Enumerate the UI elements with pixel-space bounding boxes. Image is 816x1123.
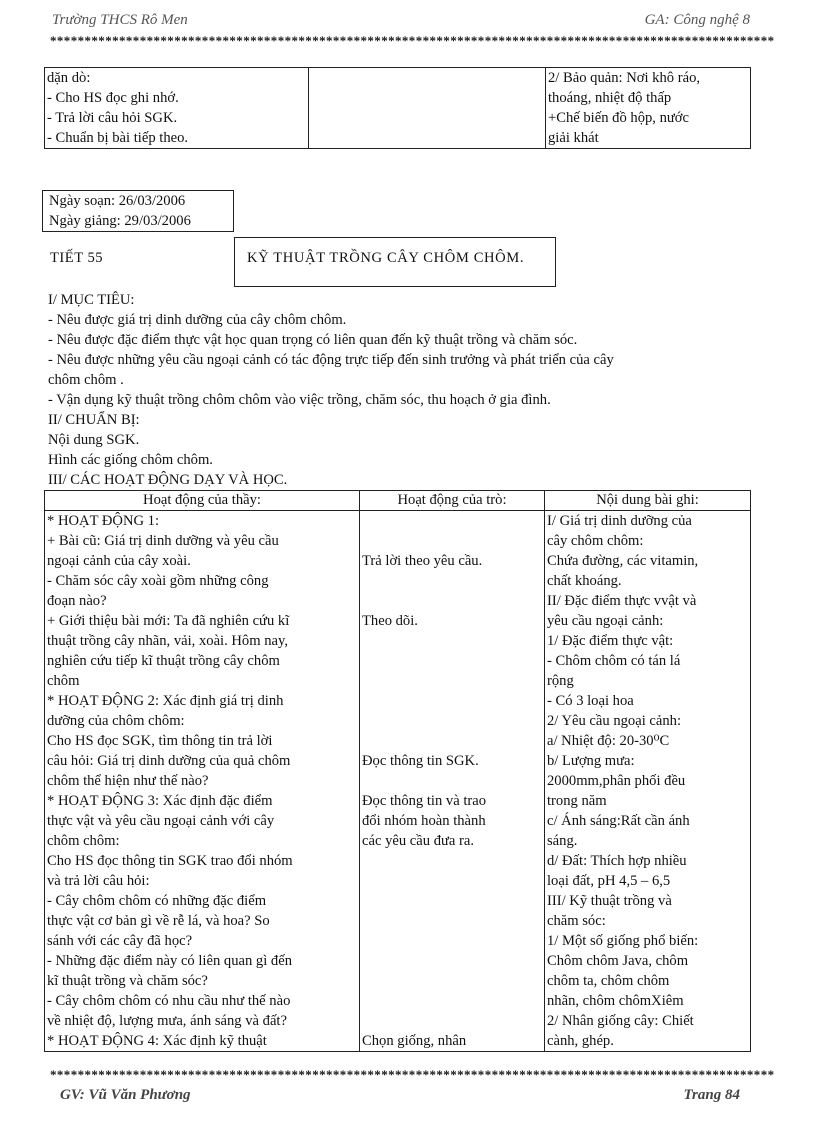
text-line: b/ Lượng mưa:	[547, 753, 635, 769]
text-line: Chứa đường, các vitamin,	[547, 553, 699, 569]
text-line: Nội dung SGK.	[48, 432, 140, 448]
activities-header-row	[45, 491, 751, 511]
top-table-col1	[45, 68, 309, 149]
text-line: chôm	[47, 673, 80, 689]
text-line: - Chuẩn bị bài tiếp theo.	[47, 130, 189, 146]
text-line: * HOẠT ĐỘNG 1:	[47, 513, 160, 529]
text-line: - Chăm sóc cây xoài gồm những công	[47, 573, 269, 589]
text-line: thực vật cơ bản gì về rễ lá, và hoa? So	[47, 913, 270, 929]
lesson-title: KỸ THUẬT TRỒNG CÂY CHÔM CHÔM.	[247, 250, 525, 266]
text-line: chôm chôm .	[48, 372, 124, 388]
top-table-col3	[546, 68, 751, 149]
text-line: c/ Ánh sáng:Rất cần ánh	[547, 813, 690, 829]
text-line: 2/ Bảo quản: Nơi khô ráo,	[548, 70, 701, 86]
text-line: 2/ Nhân giống cây: Chiết	[547, 1013, 694, 1029]
date-giang: Ngày giảng: 29/03/2006	[49, 213, 191, 229]
text-line: - Nêu được những yêu cầu ngoại cảnh có tác động trực tiếp đến sinh trưởng và phát triển của cây	[48, 352, 614, 368]
text-line: chôm ta, chôm chôm	[547, 973, 670, 989]
text-line: về nhiệt độ, lượng mưa, ánh sáng và đất?	[47, 1013, 287, 1029]
text-line: câu hỏi: Giá trị dinh dưỡng của quả chôm	[47, 753, 291, 769]
text-line: và trả lời câu hỏi:	[47, 873, 150, 889]
text-line	[362, 991, 542, 1011]
text-line: cây chôm chôm:	[547, 533, 644, 549]
text-line: dặn dò:	[47, 70, 91, 86]
text-line: ngoại cảnh của cây xoài.	[47, 553, 191, 569]
text-line: 1/ Một số giống phổ biến:	[547, 933, 699, 949]
text-line: - Nêu được giá trị dinh dưỡng của cây chôm chôm.	[48, 312, 347, 328]
text-line: loại đất, pH 4,5 – 6,5	[547, 873, 671, 889]
activities-table	[44, 490, 751, 1052]
text-line	[362, 931, 542, 951]
lesson-number: TIẾT 55	[50, 250, 104, 266]
text-line	[362, 691, 542, 711]
top-table	[44, 67, 751, 149]
text-line: - Cho HS đọc ghi nhớ.	[47, 90, 179, 106]
header-notes: Nội dung bài ghi:	[545, 491, 751, 511]
text-line	[362, 951, 542, 971]
header-subject: GA: Công nghệ 8	[644, 12, 750, 28]
lesson-notes	[545, 511, 751, 1052]
text-line: thuật trồng cây nhãn, vải, xoài. Hôm nay,	[47, 633, 289, 649]
text-line	[362, 571, 542, 591]
text-line: d/ Đất: Thích hợp nhiều	[547, 853, 687, 869]
text-line: chăm sóc:	[547, 913, 606, 929]
text-line: cành, ghép.	[547, 1033, 614, 1049]
text-line: - Cây chôm chôm có nhu cầu như thế nào	[47, 993, 291, 1009]
text-line: 1/ Đặc điểm thực vật:	[547, 633, 674, 649]
lesson-body	[48, 290, 614, 490]
text-line: Đọc thông tin SGK.	[362, 753, 479, 769]
text-line: yêu cầu ngoại cảnh:	[547, 613, 664, 629]
text-line: * HOẠT ĐỘNG 2: Xác định giá trị dinh	[47, 693, 284, 709]
text-line: + Giới thiệu bài mới: Ta đã nghiên cứu kĩ	[47, 613, 290, 629]
text-line: dưỡng của chôm chôm:	[47, 713, 185, 729]
text-line	[362, 731, 542, 751]
text-line: - Chôm chôm có tán lá	[547, 653, 681, 669]
text-line: I/ Giá trị dinh dưỡng của	[547, 513, 692, 529]
text-line	[362, 871, 542, 891]
text-line: giải khát	[548, 130, 599, 146]
text-line: Cho HS đọc thông tin SGK trao đổi nhóm	[47, 853, 293, 869]
text-line: * HOẠT ĐỘNG 4: Xác định kỹ thuật	[47, 1033, 267, 1049]
text-line	[362, 891, 542, 911]
text-line	[362, 631, 542, 651]
top-table-col2	[309, 68, 546, 149]
footer-page: Trang 84	[683, 1087, 740, 1103]
footer-teacher: GV: Vũ Văn Phương	[60, 1087, 191, 1103]
text-line: đổi nhóm hoàn thành	[362, 813, 486, 829]
text-line: II/ CHUẨN BỊ:	[48, 412, 140, 428]
text-line: 2/ Yêu cầu ngoại cảnh:	[547, 713, 681, 729]
header-teacher: Hoạt động của thầy:	[45, 491, 360, 511]
text-line: chôm thể hiện như thế nào?	[47, 773, 209, 789]
text-line: III/ CÁC HOẠT ĐỘNG DẠY VÀ HỌC.	[48, 472, 288, 488]
text-line	[362, 911, 542, 931]
text-line: nhãn, chôm chômXiêm	[547, 993, 684, 1009]
header-school: Trường THCS Rô Men	[52, 12, 188, 28]
text-line: thoáng, nhiệt độ thấp	[548, 90, 672, 106]
text-line: - Vận dụng kỹ thuật trồng chôm chôm vào việc trồng, chăm sóc, thu hoạch ở gia đình.	[48, 392, 551, 408]
teacher-activities	[45, 511, 360, 1052]
date-soan: Ngày soạn: 26/03/2006	[49, 193, 186, 209]
text-line: thực vật và yêu cầu ngoại cảnh với cây	[47, 813, 275, 829]
text-line	[362, 851, 542, 871]
header-divider: *********************************************************************************************************	[50, 34, 774, 48]
text-line: - Cây chôm chôm có những đặc điểm	[47, 893, 267, 909]
header-student: Hoạt động của trò:	[360, 491, 545, 511]
text-line	[362, 511, 542, 531]
text-line: * HOẠT ĐỘNG 3: Xác định đặc điểm	[47, 793, 273, 809]
text-line: II/ Đặc điểm thực vvật và	[547, 593, 697, 609]
text-line: Chọn giống, nhân	[362, 1033, 467, 1049]
lesson-title-box	[234, 237, 556, 287]
text-line	[362, 591, 542, 611]
text-line: - Trả lời câu hỏi SGK.	[47, 110, 178, 126]
text-line	[362, 651, 542, 671]
text-line: các yêu cầu đưa ra.	[362, 833, 475, 849]
text-line: I/ MỤC TIÊU:	[48, 292, 135, 308]
text-line: - Nêu được đặc điểm thực vật học quan trọng có liên quan đến kỹ thuật trồng và chăm sóc.	[48, 332, 578, 348]
text-line: kĩ thuật trồng và chăm sóc?	[47, 973, 208, 989]
text-line: chất khoáng.	[547, 573, 622, 589]
text-line: +Chế biến đồ hộp, nước	[548, 110, 689, 126]
text-line: III/ Kỹ thuật trồng và	[547, 893, 672, 909]
text-line: Đọc thông tin và trao	[362, 793, 487, 809]
text-line: Chôm chôm Java, chôm	[547, 953, 689, 969]
text-line: chôm chôm:	[47, 833, 120, 849]
activities-body-row	[45, 511, 751, 1052]
text-line	[362, 771, 542, 791]
text-line: đoạn nào?	[47, 593, 107, 609]
text-line	[362, 531, 542, 551]
text-line	[362, 971, 542, 991]
text-line: sáng.	[547, 833, 578, 849]
text-line: a/ Nhiệt độ: 20-30⁰C	[547, 733, 670, 749]
text-line: - Có 3 loại hoa	[547, 693, 634, 709]
text-line: 2000mm,phân phối đều	[547, 773, 686, 789]
text-line	[362, 711, 542, 731]
text-line: sánh với các cây đã học?	[47, 933, 193, 949]
text-line: trong năm	[547, 793, 607, 809]
text-line	[362, 1011, 542, 1031]
text-line: Hình các giống chôm chôm.	[48, 452, 213, 468]
text-line: - Những đặc điểm này có liên quan gì đến	[47, 953, 292, 969]
student-activities	[360, 511, 545, 1052]
text-line: Cho HS đọc SGK, tìm thông tin trả lời	[47, 733, 273, 749]
text-line	[362, 671, 542, 691]
text-line: nghiên cứu tiếp kĩ thuật trồng cây chôm	[47, 653, 280, 669]
text-line: Trả lời theo yêu cầu.	[362, 553, 483, 569]
footer-divider: *********************************************************************************************************	[50, 1068, 774, 1082]
text-line: Theo dõi.	[362, 613, 418, 629]
text-line: + Bài cũ: Giá trị dinh dưỡng và yêu cầu	[47, 533, 279, 549]
text-line: rộng	[547, 673, 574, 689]
date-box	[42, 190, 234, 232]
